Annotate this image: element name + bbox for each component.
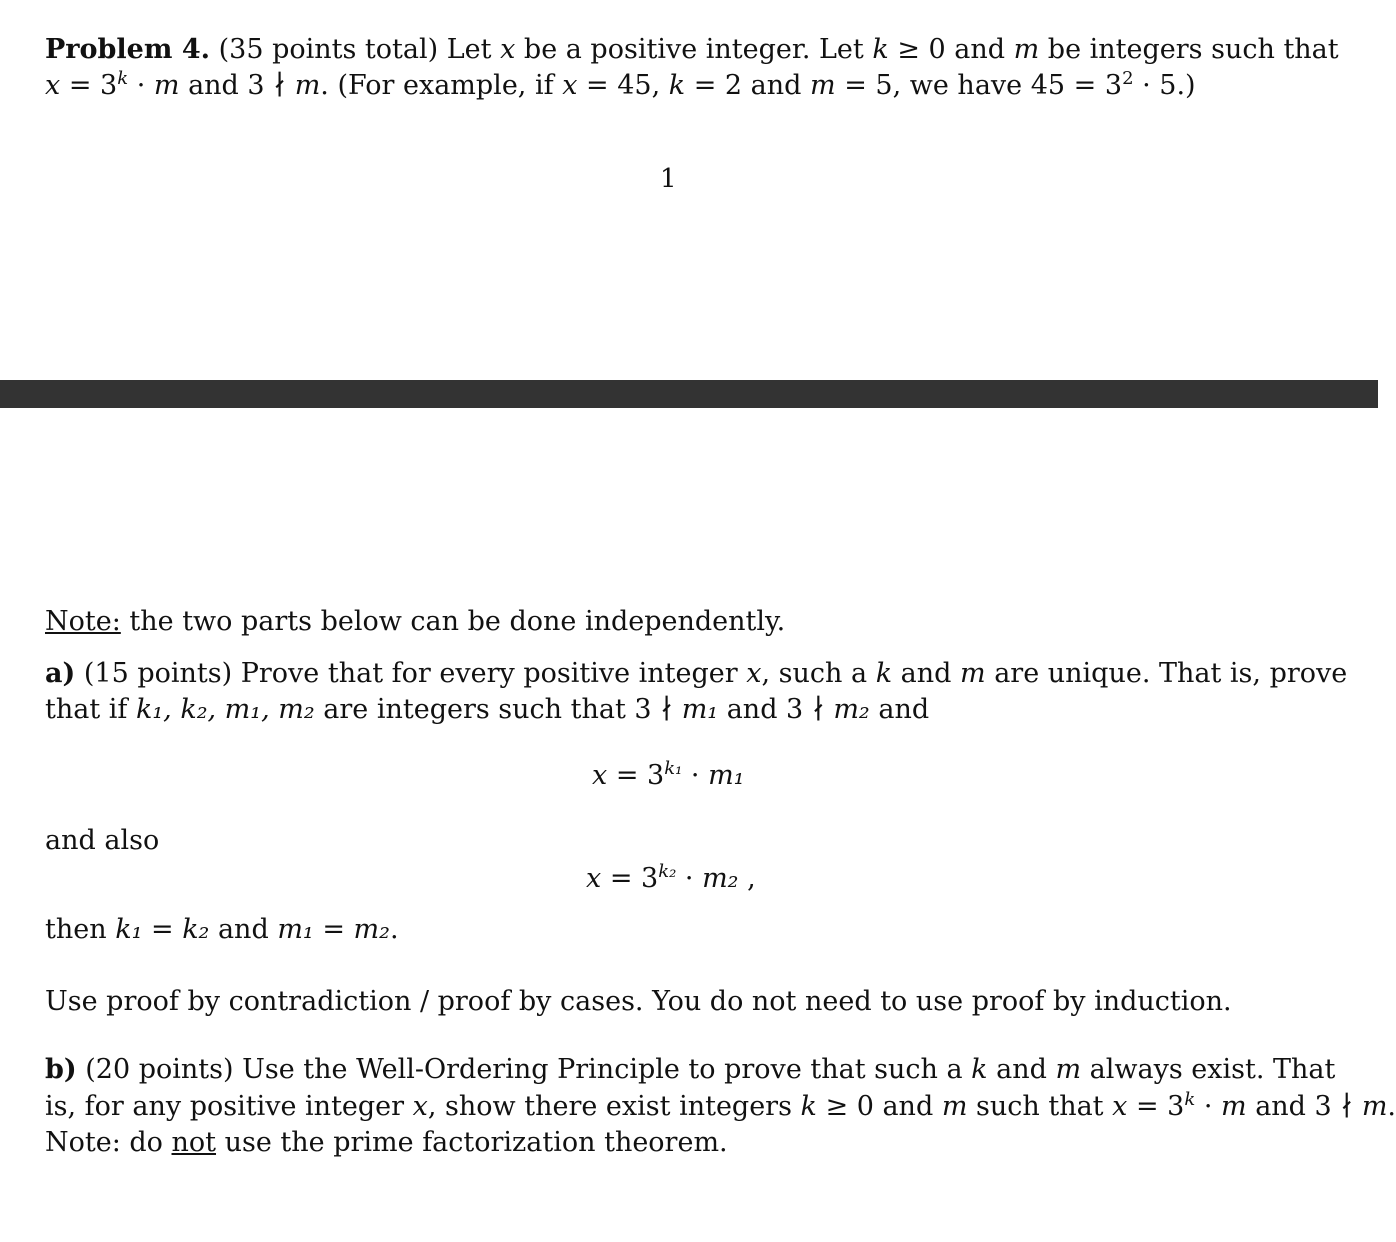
text-run: use the prime factorization theorem. [216, 1127, 728, 1158]
text-run: Note: do [45, 1127, 172, 1158]
text-run: ≥ 0 and [816, 1091, 942, 1122]
math-var: m [294, 70, 321, 101]
part-b-label: b) [45, 1054, 77, 1085]
text-run: = 2 and [685, 70, 811, 101]
math-var: x [586, 863, 602, 894]
text-run: (15 points) Prove that for every positive integer [75, 658, 747, 689]
problem-heading: Problem 4. [45, 34, 211, 65]
math-var: m₁ [681, 694, 719, 725]
math-var: m₂ [833, 694, 870, 725]
part-b-line-2 [45, 1089, 1396, 1125]
text-run: and 3 ∤ [179, 70, 295, 101]
text-run: , such a [761, 658, 876, 689]
text-run: are integers such that 3 ∤ [314, 694, 682, 725]
problem-line-1 [45, 32, 1339, 68]
math-var: m [960, 658, 986, 689]
text-run: · [682, 760, 709, 791]
math-var: m [1221, 1091, 1247, 1122]
math-var: x [45, 70, 61, 101]
text-run: (20 points) Use the Well-Ordering Principle to prove that such a [76, 1054, 972, 1085]
math-var: m₁ [708, 760, 745, 791]
text-run: and [209, 914, 278, 945]
text-run: and 3 ∤ [718, 694, 834, 725]
text-run: be integers such that [1039, 34, 1339, 65]
text-run: then [45, 914, 116, 945]
note-label: Note: [45, 606, 121, 637]
part-a-line-2 [45, 692, 1335, 728]
note-text: the two parts below can be done independently. [120, 606, 786, 637]
text-run: . [389, 914, 399, 945]
math-var: m₁ [277, 914, 314, 945]
part-a-hint: Use proof by contradiction / proof by cases. You do not need to use proof by induction. [45, 986, 1232, 1017]
text-run: and [987, 1054, 1056, 1085]
math-var: x [500, 34, 516, 65]
text-run: = [313, 914, 354, 945]
math-var: m₂ [702, 863, 739, 894]
math-var: k [971, 1054, 988, 1085]
math-sup: k₁ [664, 758, 683, 779]
text-run: such that [967, 1091, 1113, 1122]
math-var: m [153, 70, 180, 101]
text-run: is, for any positive integer [45, 1091, 413, 1122]
part-a-line-1 [45, 656, 1348, 692]
text-run: · [1195, 1091, 1221, 1122]
text-run: = 3 [607, 760, 665, 791]
text-run: = 3 [1127, 1091, 1185, 1122]
math-var: k [872, 34, 889, 65]
math-var: m₂ [353, 914, 390, 945]
math-var: m [941, 1091, 968, 1122]
math-var: x [592, 760, 608, 791]
text-run: always exist. That [1081, 1054, 1336, 1085]
text-run: (35 points total) Let [218, 34, 501, 65]
math-var: m [1361, 1091, 1388, 1122]
equation-1 [592, 758, 745, 794]
math-var: m [1055, 1054, 1082, 1085]
text-run: · [676, 863, 703, 894]
text-run: · [128, 70, 154, 101]
text-run: . [1387, 1091, 1396, 1122]
math-var: m [810, 70, 836, 101]
math-sup: k₂ [658, 861, 677, 882]
text-run: = 3 [60, 70, 118, 101]
problem-line-2 [45, 68, 1335, 104]
math-var: m [1013, 34, 1040, 65]
then-line [45, 912, 1335, 948]
part-a-label: a) [45, 658, 76, 689]
page-divider [0, 380, 1378, 408]
text-run: , show there exist integers [427, 1091, 801, 1122]
text-run: and 3 ∤ [1246, 1091, 1362, 1122]
math-var: x [746, 658, 762, 689]
page-number: 1 [660, 164, 677, 194]
math-sup: 2 [1122, 68, 1134, 89]
text-run: and [869, 694, 930, 725]
text-run: and [892, 658, 960, 689]
text-run: be a positive integer. Let [515, 34, 873, 65]
text-run: = [142, 914, 183, 945]
emphasis-not: not [171, 1127, 217, 1158]
math-var: x [1112, 1091, 1128, 1122]
math-sup: k [117, 68, 129, 89]
text-run: = 45, [577, 70, 669, 101]
math-var: k [668, 70, 686, 101]
math-var: x [562, 70, 578, 101]
text-run: · 5.) [1133, 70, 1196, 101]
math-var: k [800, 1091, 817, 1122]
math-var: k₂ [182, 914, 210, 945]
text-run: are unique. That is, prove [985, 658, 1348, 689]
text-run: . (For example, if [320, 70, 563, 101]
equation-2 [586, 861, 756, 897]
text-run: , [738, 863, 756, 894]
text-run: that if [45, 694, 136, 725]
text-run: ≥ 0 and [888, 34, 1014, 65]
math-var: k₁, k₂, m₁, m₂ [135, 694, 315, 725]
math-var: k₁ [115, 914, 143, 945]
note-line [45, 604, 1335, 640]
math-var: x [412, 1091, 428, 1122]
text-run: = 5, we have 45 = 3 [835, 70, 1123, 101]
math-var: k [875, 658, 893, 689]
part-b-line-3 [45, 1125, 1335, 1161]
and-also-line: and also [45, 825, 160, 856]
math-sup: k [1184, 1089, 1196, 1110]
text-run: = 3 [601, 863, 659, 894]
part-b-line-1 [45, 1052, 1335, 1088]
